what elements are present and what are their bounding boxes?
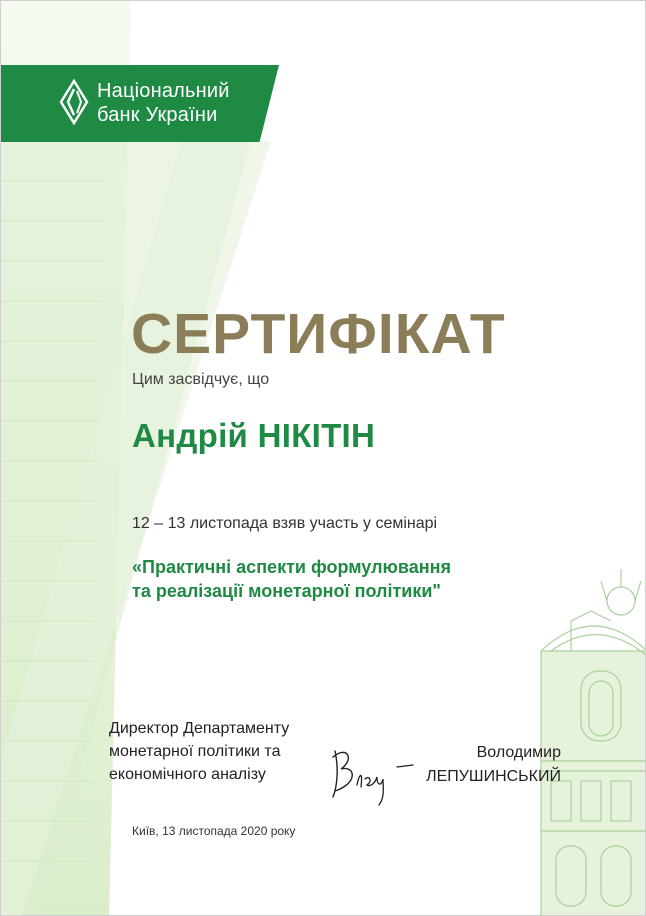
building-illustration-icon bbox=[511, 561, 646, 916]
nbu-logo-icon bbox=[57, 79, 91, 125]
signatory-position-line3: економічного аналізу bbox=[109, 766, 266, 783]
signatory-name bbox=[419, 741, 561, 789]
certificate-title: СЕРТИФІКАТ bbox=[131, 302, 506, 366]
signatory-first-name: Володимир bbox=[476, 744, 561, 761]
participation-text: 12 – 13 листопада взяв участь у семінарі bbox=[132, 515, 438, 532]
certify-text: Цим засвідчує, що bbox=[132, 371, 270, 388]
place-date: Київ, 13 листопада 2020 року bbox=[132, 824, 296, 838]
signatory-last-name: ЛЕПУШИНСЬКИЙ bbox=[426, 768, 561, 785]
signature-icon bbox=[325, 739, 421, 809]
bank-name-line2: банк України bbox=[97, 104, 218, 126]
signatory-position-line1: Директор Департаменту bbox=[109, 720, 290, 737]
bank-name-line1: Національний bbox=[97, 80, 230, 102]
signatory-position bbox=[109, 717, 289, 786]
signatory-position-line2: монетарної політики та bbox=[109, 743, 281, 760]
seminar-title bbox=[132, 555, 562, 603]
bank-name bbox=[97, 79, 230, 127]
seminar-title-line2: та реалізації монетарної політики" bbox=[132, 581, 441, 601]
seminar-title-line1: «Практичні аспекти формулювання bbox=[132, 557, 451, 577]
recipient-name: Андрій НІКІТІН bbox=[132, 417, 376, 454]
